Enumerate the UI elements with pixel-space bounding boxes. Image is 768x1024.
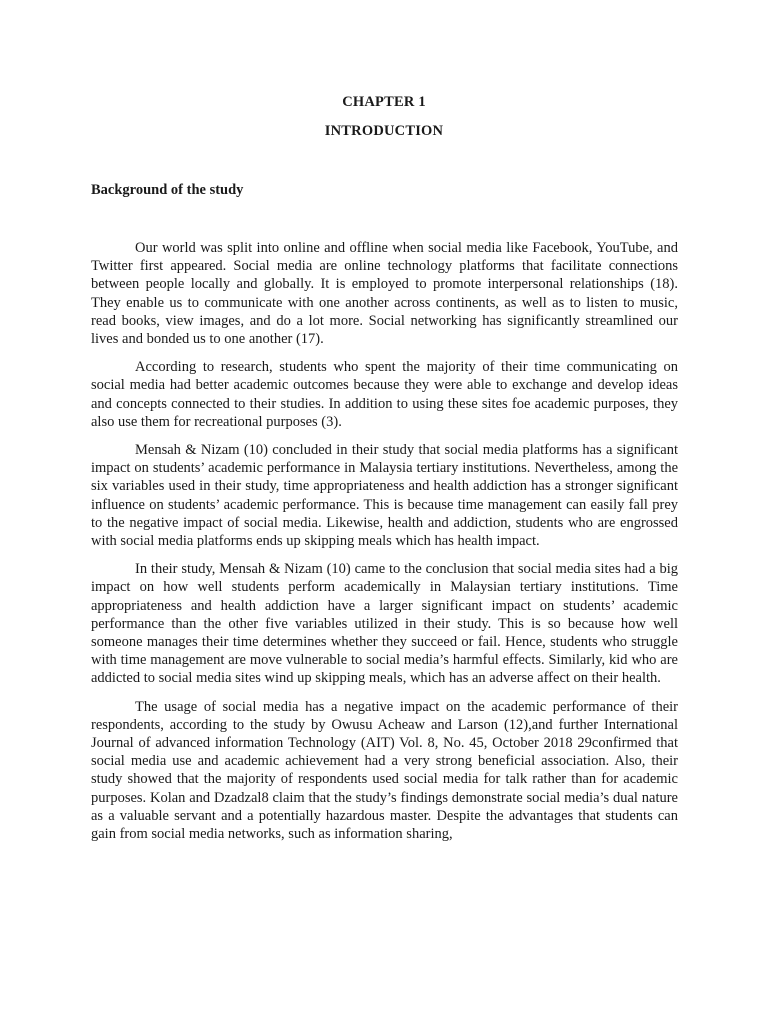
section-heading: Background of the study — [91, 182, 244, 198]
chapter-label: CHAPTER 1 — [342, 94, 426, 110]
paragraph-3: Mensah & Nizam (10) concluded in their study that social media platforms has a significant impact on students’ academic performance in Malaysia tertiary institutions. Nevertheless, among the six variables used in their study, time appropriateness and health addiction has a stronger significant influence on students’ academic performance. This is because time management can easily fall prey to the negative impact of social media. Likewise, health and addiction, students who are engrossed with social media platforms ends up skipping meals which has health impact. — [91, 442, 678, 550]
chapter-title: INTRODUCTION — [324, 123, 444, 139]
paragraph-4: In their study, Mensah & Nizam (10) came to the conclusion that social media sites had a big impact on how well students perform academically in Malaysian tertiary institutions. Time appropriateness and health addiction have a larger significant impact on students’ academic performance than the other five variables utilized in their study. This is so because how well someone manages their time determines whether they succeed or fail. Hence, students who struggle with time management are move vulnerable to social media’s harmful effects. Similarly, kid who are addicted to social media sites wind up skipping meals, which has an adverse affect on their health. — [91, 561, 678, 687]
paragraph-2: According to research, students who spent the majority of their time communicating on social media had better academic outcomes because they were able to exchange and develop ideas and concepts connected to their studies. In addition to using these sites foe academic purposes, they also use them for recreational purposes (3). — [91, 359, 678, 430]
body-text — [91, 239, 678, 853]
paragraph-5: The usage of social media has a negative impact on the academic performance of their respondents, according to the study by Owusu Acheaw and Larson (12),and further International Journal of advanced information Technology (AIT) Vol. 8, No. 45, October 2018 29confirmed that social media use and academic achievement had a very strong beneficial association. Also, their study showed that the majority of respondents used social media for talk rather than for academic purposes. Kolan and Dzadzal8 claim that the study’s findings demonstrate social media’s dual nature as a valuable servant and a potentially hazardous master. Despite the advantages that students can gain from social media networks, such as information sharing, — [91, 698, 678, 843]
paragraph-1: Our world was split into online and offline when social media like Facebook, YouTube, and Twitter first appeared. Social media are online technology platforms that facilitate connections between people locally and globally. It is employed to promote interpersonal relationships (18). They enable us to communicate with one another across continents, as well as to listen to music, read books, view images, and do a lot more. Social networking has significantly streamlined our lives and bonded us to one another (17). — [91, 240, 678, 348]
